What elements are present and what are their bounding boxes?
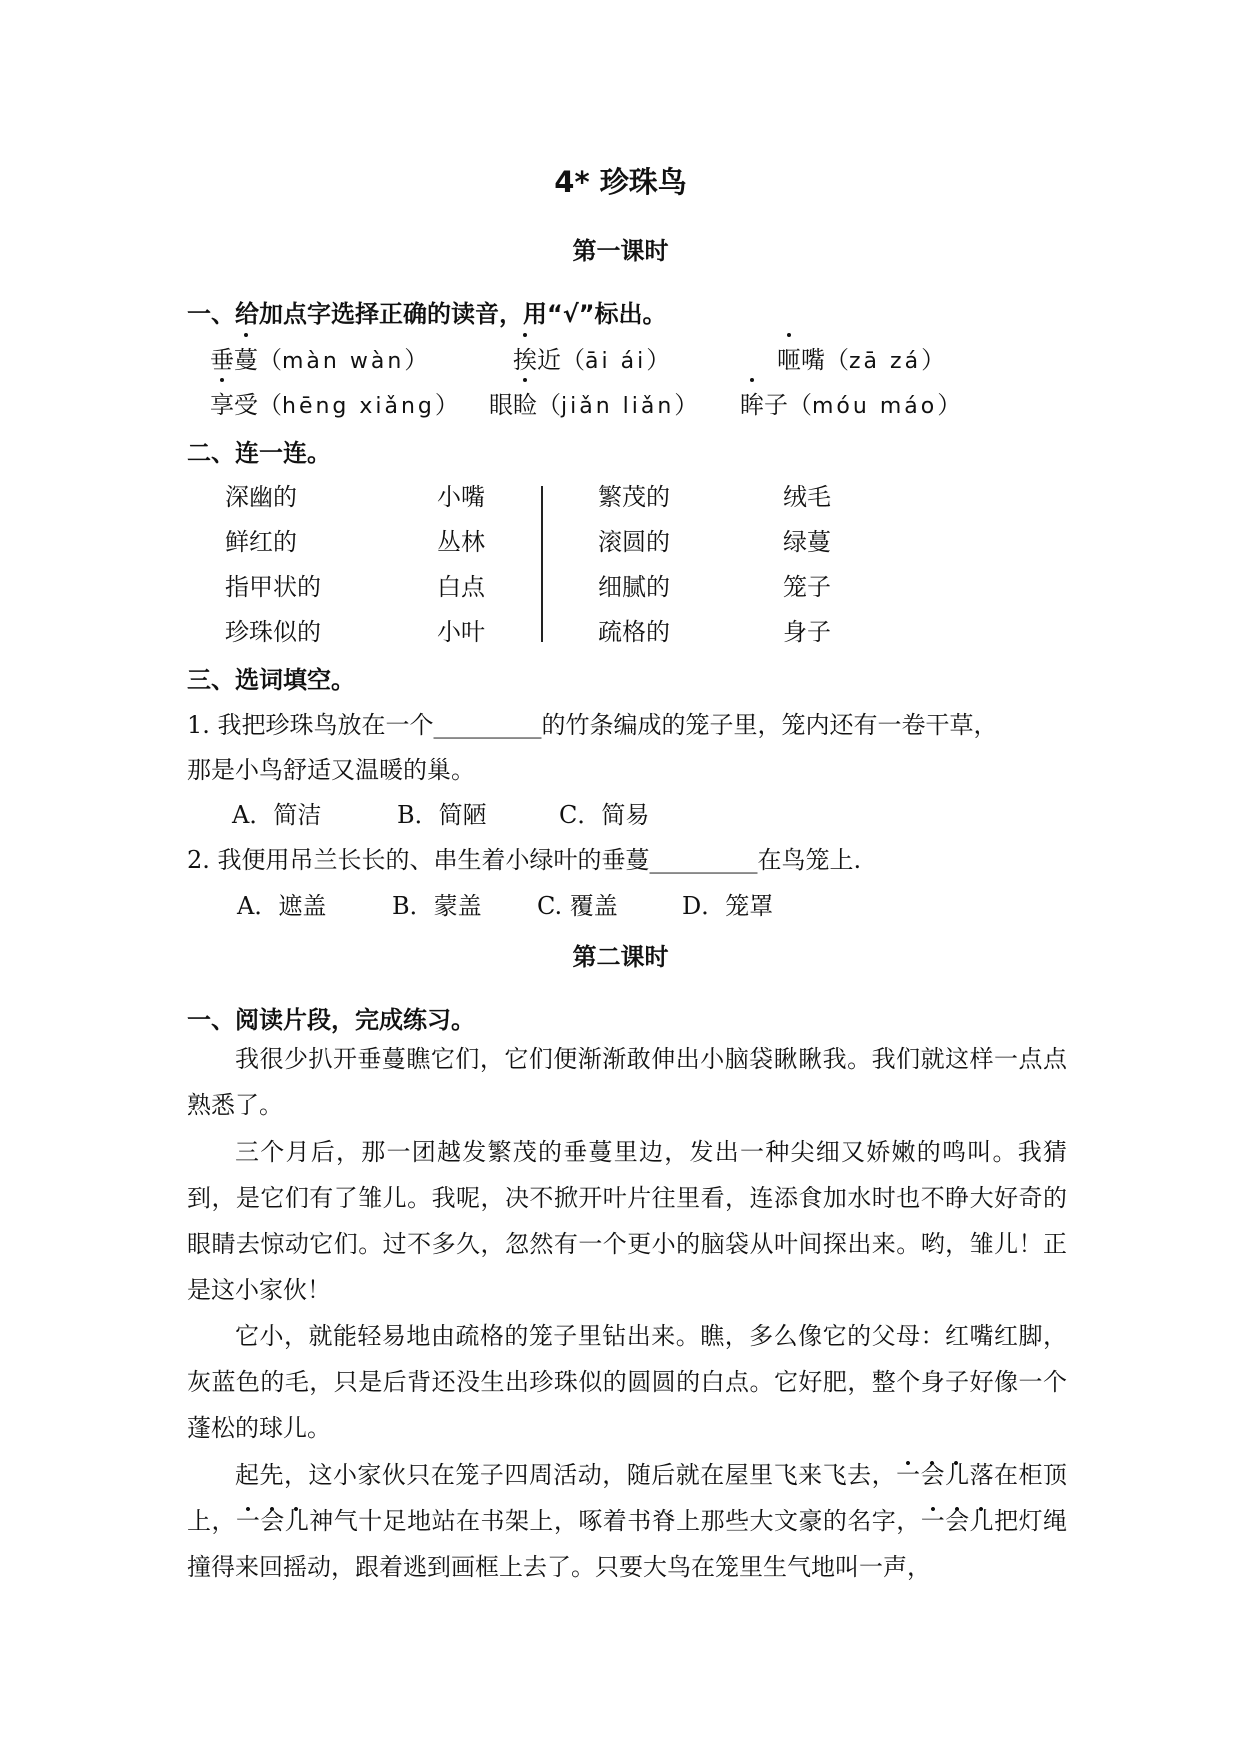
match-left-target-2[interactable]: 丛林 bbox=[437, 528, 485, 556]
emphasized-phrase: 一会儿 bbox=[920, 1507, 995, 1535]
lesson-1-heading: 第一课时 bbox=[572, 237, 669, 265]
dotted-char: 挨 bbox=[513, 340, 537, 375]
reading-paragraph-3: 它小，就能轻易地由疏格的笼子里钻出来。瞧，多么像它的父母：红嘴红脚，灰蓝色的毛，只是后背还没生出珍珠似的圆圆的白点。它好肥，整个身子好像一个蓬松的球儿。 bbox=[187, 1322, 1067, 1442]
match-right-1[interactable]: 繁茂的 bbox=[598, 483, 670, 511]
q1-title: 一、给加点字选择正确的读音，用“√”标出。 bbox=[187, 300, 667, 328]
match-left-3[interactable]: 指甲状的 bbox=[225, 573, 321, 601]
match-right-target-2[interactable]: 绿蔓 bbox=[783, 528, 831, 556]
option-2c[interactable]: C. 覆盖 bbox=[537, 892, 618, 920]
match-right-target-4[interactable]: 身子 bbox=[783, 618, 831, 646]
match-right-target-3[interactable]: 笼子 bbox=[783, 573, 831, 601]
match-left-target-4[interactable]: 小叶 bbox=[437, 618, 485, 646]
reading-paragraph-1: 我很少扒开垂蔓瞧它们，它们便渐渐敢伸出小脑袋瞅瞅我。我们就这样一点点熟悉了。 bbox=[187, 1045, 1067, 1119]
dotted-char: 蔓 bbox=[234, 340, 258, 375]
pinyin-item-2: 挨近（āi ái） bbox=[513, 340, 670, 375]
pinyin-item-6: 眸子（móu máo） bbox=[740, 385, 961, 420]
option-1c[interactable]: C．简易 bbox=[559, 801, 650, 829]
pinyin-options[interactable]: zā zá bbox=[849, 349, 922, 374]
fill-sentence-1: 1. 我把珍珠鸟放在一个_________的竹条编成的笼子里，笼内还有一卷干草， bbox=[187, 711, 998, 739]
match-right-2[interactable]: 滚圆的 bbox=[598, 528, 670, 556]
match-left-target-1[interactable]: 小嘴 bbox=[437, 483, 485, 511]
emphasized-phrase: 一会儿 bbox=[896, 1461, 970, 1489]
match-right-4[interactable]: 疏格的 bbox=[598, 618, 670, 646]
option-2d[interactable]: D．笼罩 bbox=[682, 892, 774, 920]
pinyin-options[interactable]: màn wàn bbox=[282, 349, 405, 374]
match-right-3[interactable]: 细腻的 bbox=[598, 573, 670, 601]
reading-paragraph-4: 起先，这小家伙只在笼子四周活动，随后就在屋里飞来飞去，一会儿落在柜顶上，一会儿神气十足地站在书架上，啄着书脊上那些大文豪的名字，一会儿把灯绳撞得来回摇动，跟着逃到画框上去了。只要大鸟在笼里生气地叫一声， bbox=[187, 1461, 1068, 1581]
column-divider bbox=[541, 486, 543, 642]
pinyin-options[interactable]: jiǎn liǎn bbox=[561, 394, 675, 419]
match-right-target-1[interactable]: 绒毛 bbox=[783, 483, 831, 511]
pinyin-item-4: 享受（hēng xiǎng） bbox=[210, 385, 459, 420]
word-char: 垂 bbox=[210, 346, 234, 374]
match-left-4[interactable]: 珍珠似的 bbox=[225, 618, 321, 646]
emphasized-phrase: 一会儿 bbox=[235, 1507, 310, 1535]
dotted-char: 享 bbox=[210, 385, 234, 420]
match-left-1[interactable]: 深幽的 bbox=[225, 483, 297, 511]
fill-sentence-2: 2. 我便用吊兰长长的、串生着小绿叶的垂蔓_________在鸟笼上. bbox=[187, 846, 862, 874]
q2-title: 二、连一连。 bbox=[187, 439, 331, 467]
option-1b[interactable]: B．简陋 bbox=[397, 801, 487, 829]
pinyin-item-3: 咂嘴（zā zá） bbox=[777, 340, 945, 375]
reading-title: 一、阅读片段，完成练习。 bbox=[187, 1006, 475, 1034]
match-left-target-3[interactable]: 白点 bbox=[437, 573, 485, 601]
lesson-2-heading: 第二课时 bbox=[572, 943, 669, 971]
pinyin-options[interactable]: móu máo bbox=[812, 394, 938, 419]
dotted-char: 眸 bbox=[740, 385, 764, 420]
pinyin-item-5: 眼睑（jiǎn liǎn） bbox=[489, 385, 698, 420]
option-1a[interactable]: A．简洁 bbox=[232, 801, 322, 829]
option-2a[interactable]: A．遮盖 bbox=[237, 892, 327, 920]
pinyin-options[interactable]: hēng xiǎng bbox=[282, 394, 435, 419]
fill-sentence-1-cont: 那是小鸟舒适又温暖的巢。 bbox=[187, 756, 475, 784]
reading-paragraph-2: 三个月后，那一团越发繁茂的垂蔓里边，发出一种尖细又娇嫩的鸣叫。我猜到，是它们有了雏儿。我呢，决不掀开叶片往里看，连添食加水时也不睁大好奇的眼睛去惊动它们。过不多久，忽然有一个更小的脑袋从叶间探出来。哟，雏儿！正是这小家伙！ bbox=[187, 1138, 1067, 1304]
dotted-char: 睑 bbox=[513, 385, 537, 420]
match-left-2[interactable]: 鲜红的 bbox=[225, 528, 297, 556]
pinyin-item-1: 垂蔓（màn wàn） bbox=[210, 340, 428, 375]
q3-title: 三、选词填空。 bbox=[187, 666, 355, 694]
pinyin-options[interactable]: āi ái bbox=[585, 349, 647, 374]
dotted-char: 咂 bbox=[777, 340, 801, 375]
option-2b[interactable]: B．蒙盖 bbox=[392, 892, 482, 920]
worksheet-title: 4* 珍珠鸟 bbox=[554, 165, 687, 199]
